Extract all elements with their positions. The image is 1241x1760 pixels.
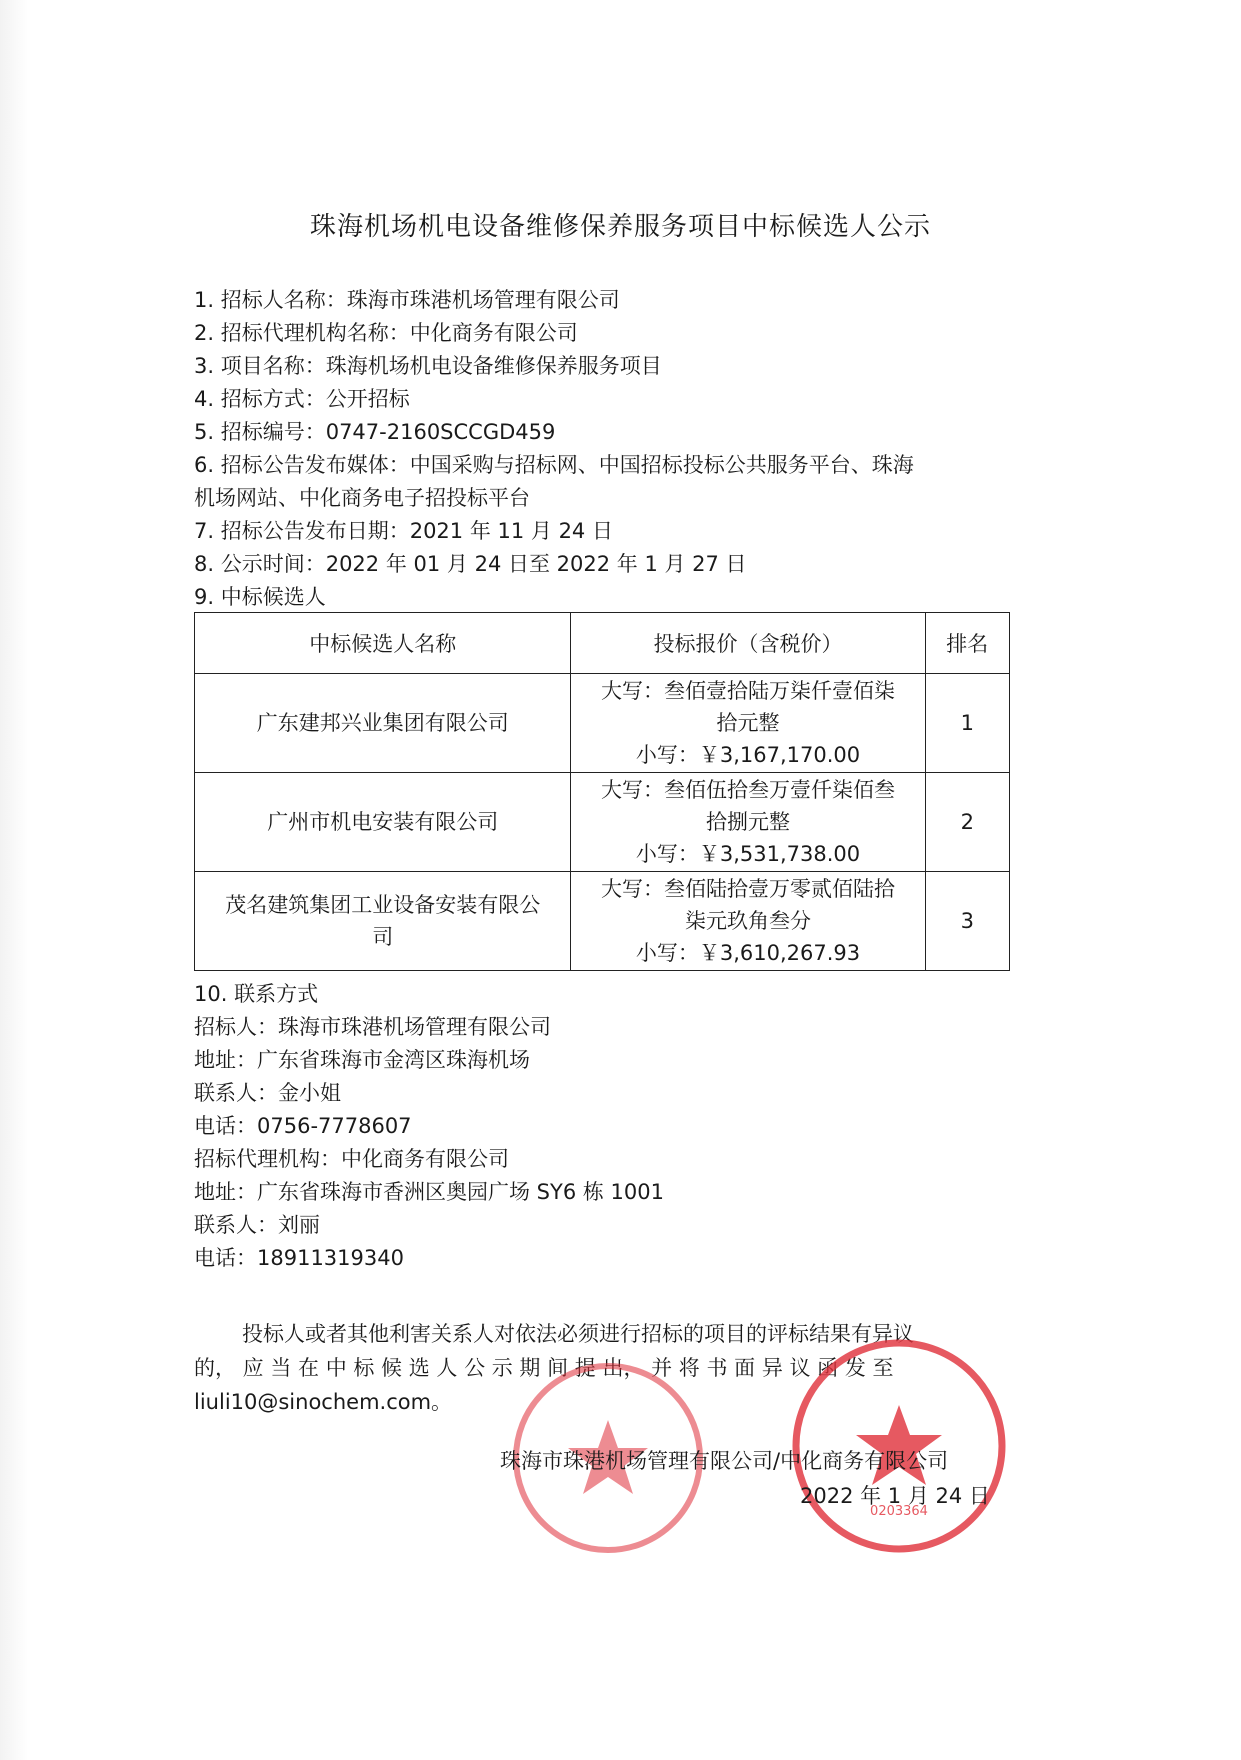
candidate-price (571, 674, 925, 773)
seal-code: 0203364 (870, 1504, 928, 1519)
price-capital-1: 大写：叁佰陆拾壹万零贰佰陆拾 (601, 877, 895, 901)
candidate-rank: 3 (925, 872, 1009, 971)
objection-line-2: 的， 应 当 在 中 标 候 选 人 公 示 期 间 提 出， 并 将 书 面 异 议 函 发 至 (194, 1356, 894, 1380)
table-row (195, 872, 1010, 971)
candidate-name: 广州市机电安装有限公司 (195, 773, 571, 872)
contact-agency-address: 地址：广东省珠海市香洲区奥园广场 SY6 栋 1001 (194, 1180, 664, 1204)
candidate-price (571, 872, 925, 971)
contact-tenderer-address: 地址：广东省珠海市金湾区珠海机场 (194, 1048, 530, 1072)
scan-edge (0, 0, 28, 1760)
item-1: 1. 招标人名称：珠海市珠港机场管理有限公司 (194, 288, 620, 312)
price-capital-1: 大写：叁佰壹拾陆万柒仟壹佰柒 (601, 679, 895, 703)
contact-tenderer: 招标人：珠海市珠港机场管理有限公司 (194, 1015, 551, 1039)
signature-line: 珠海市珠港机场管理有限公司/中化商务有限公司 (500, 1449, 949, 1473)
signature-date: 2022 年 1 月 24 日 (800, 1484, 990, 1508)
candidate-table (194, 612, 1010, 971)
item-7: 7. 招标公告发布日期：2021 年 11 月 24 日 (194, 519, 613, 543)
table-row (195, 773, 1010, 872)
candidate-name-line-1: 茂名建筑集团工业设备安装有限公 (225, 893, 541, 917)
objection-email: liuli10@sinochem.com。 (194, 1390, 453, 1414)
contact-agency-person: 联系人：刘丽 (194, 1213, 320, 1237)
price-capital-2: 拾元整 (716, 711, 780, 735)
table-row (195, 674, 1010, 773)
contact-heading: 10. 联系方式 (194, 982, 319, 1006)
item-4: 4. 招标方式：公开招标 (194, 387, 410, 411)
candidate-rank: 2 (925, 773, 1009, 872)
header-rank: 排名 (925, 613, 1009, 674)
header-name: 中标候选人名称 (195, 613, 571, 674)
candidate-name-line-2: 司 (372, 925, 394, 949)
price-numeric: 小写：￥3,531,738.00 (635, 842, 861, 866)
contact-agency: 招标代理机构：中化商务有限公司 (194, 1147, 509, 1171)
price-capital-2: 柒元玖角叁分 (685, 909, 811, 933)
item-8: 8. 公示时间：2022 年 01 月 24 日至 2022 年 1 月 27 日 (194, 552, 747, 576)
candidate-name: 广东建邦兴业集团有限公司 (195, 674, 571, 773)
item-6-cont: 机场网站、中化商务电子招投标平台 (194, 486, 530, 510)
contact-agency-phone: 电话：18911319340 (194, 1246, 404, 1270)
candidate-rank: 1 (925, 674, 1009, 773)
contact-tenderer-person: 联系人：金小姐 (194, 1081, 341, 1105)
price-numeric: 小写：￥3,167,170.00 (635, 743, 861, 767)
contact-tenderer-phone: 电话：0756-7778607 (194, 1114, 412, 1138)
item-2: 2. 招标代理机构名称：中化商务有限公司 (194, 321, 578, 345)
objection-line-1: 投标人或者其他利害关系人对依法必须进行招标的项目的评标结果有异议 (242, 1322, 914, 1346)
header-price: 投标报价（含税价） (571, 613, 925, 674)
item-9: 9. 中标候选人 (194, 585, 326, 609)
page-title: 珠海机场机电设备维修保养服务项目中标候选人公示 (309, 212, 931, 242)
item-5: 5. 招标编号：0747-2160SCCGD459 (194, 420, 556, 444)
price-capital-2: 拾捌元整 (706, 810, 790, 834)
price-numeric: 小写：￥3,610,267.93 (635, 941, 861, 965)
candidate-price (571, 773, 925, 872)
table-header-row (195, 613, 1010, 674)
item-6: 6. 招标公告发布媒体：中国采购与招标网、中国招标投标公共服务平台、珠海 (194, 453, 914, 477)
price-capital-1: 大写：叁佰伍拾叁万壹仟柒佰叁 (601, 778, 895, 802)
item-3: 3. 项目名称：珠海机场机电设备维修保养服务项目 (194, 354, 662, 378)
candidate-name (195, 872, 571, 971)
